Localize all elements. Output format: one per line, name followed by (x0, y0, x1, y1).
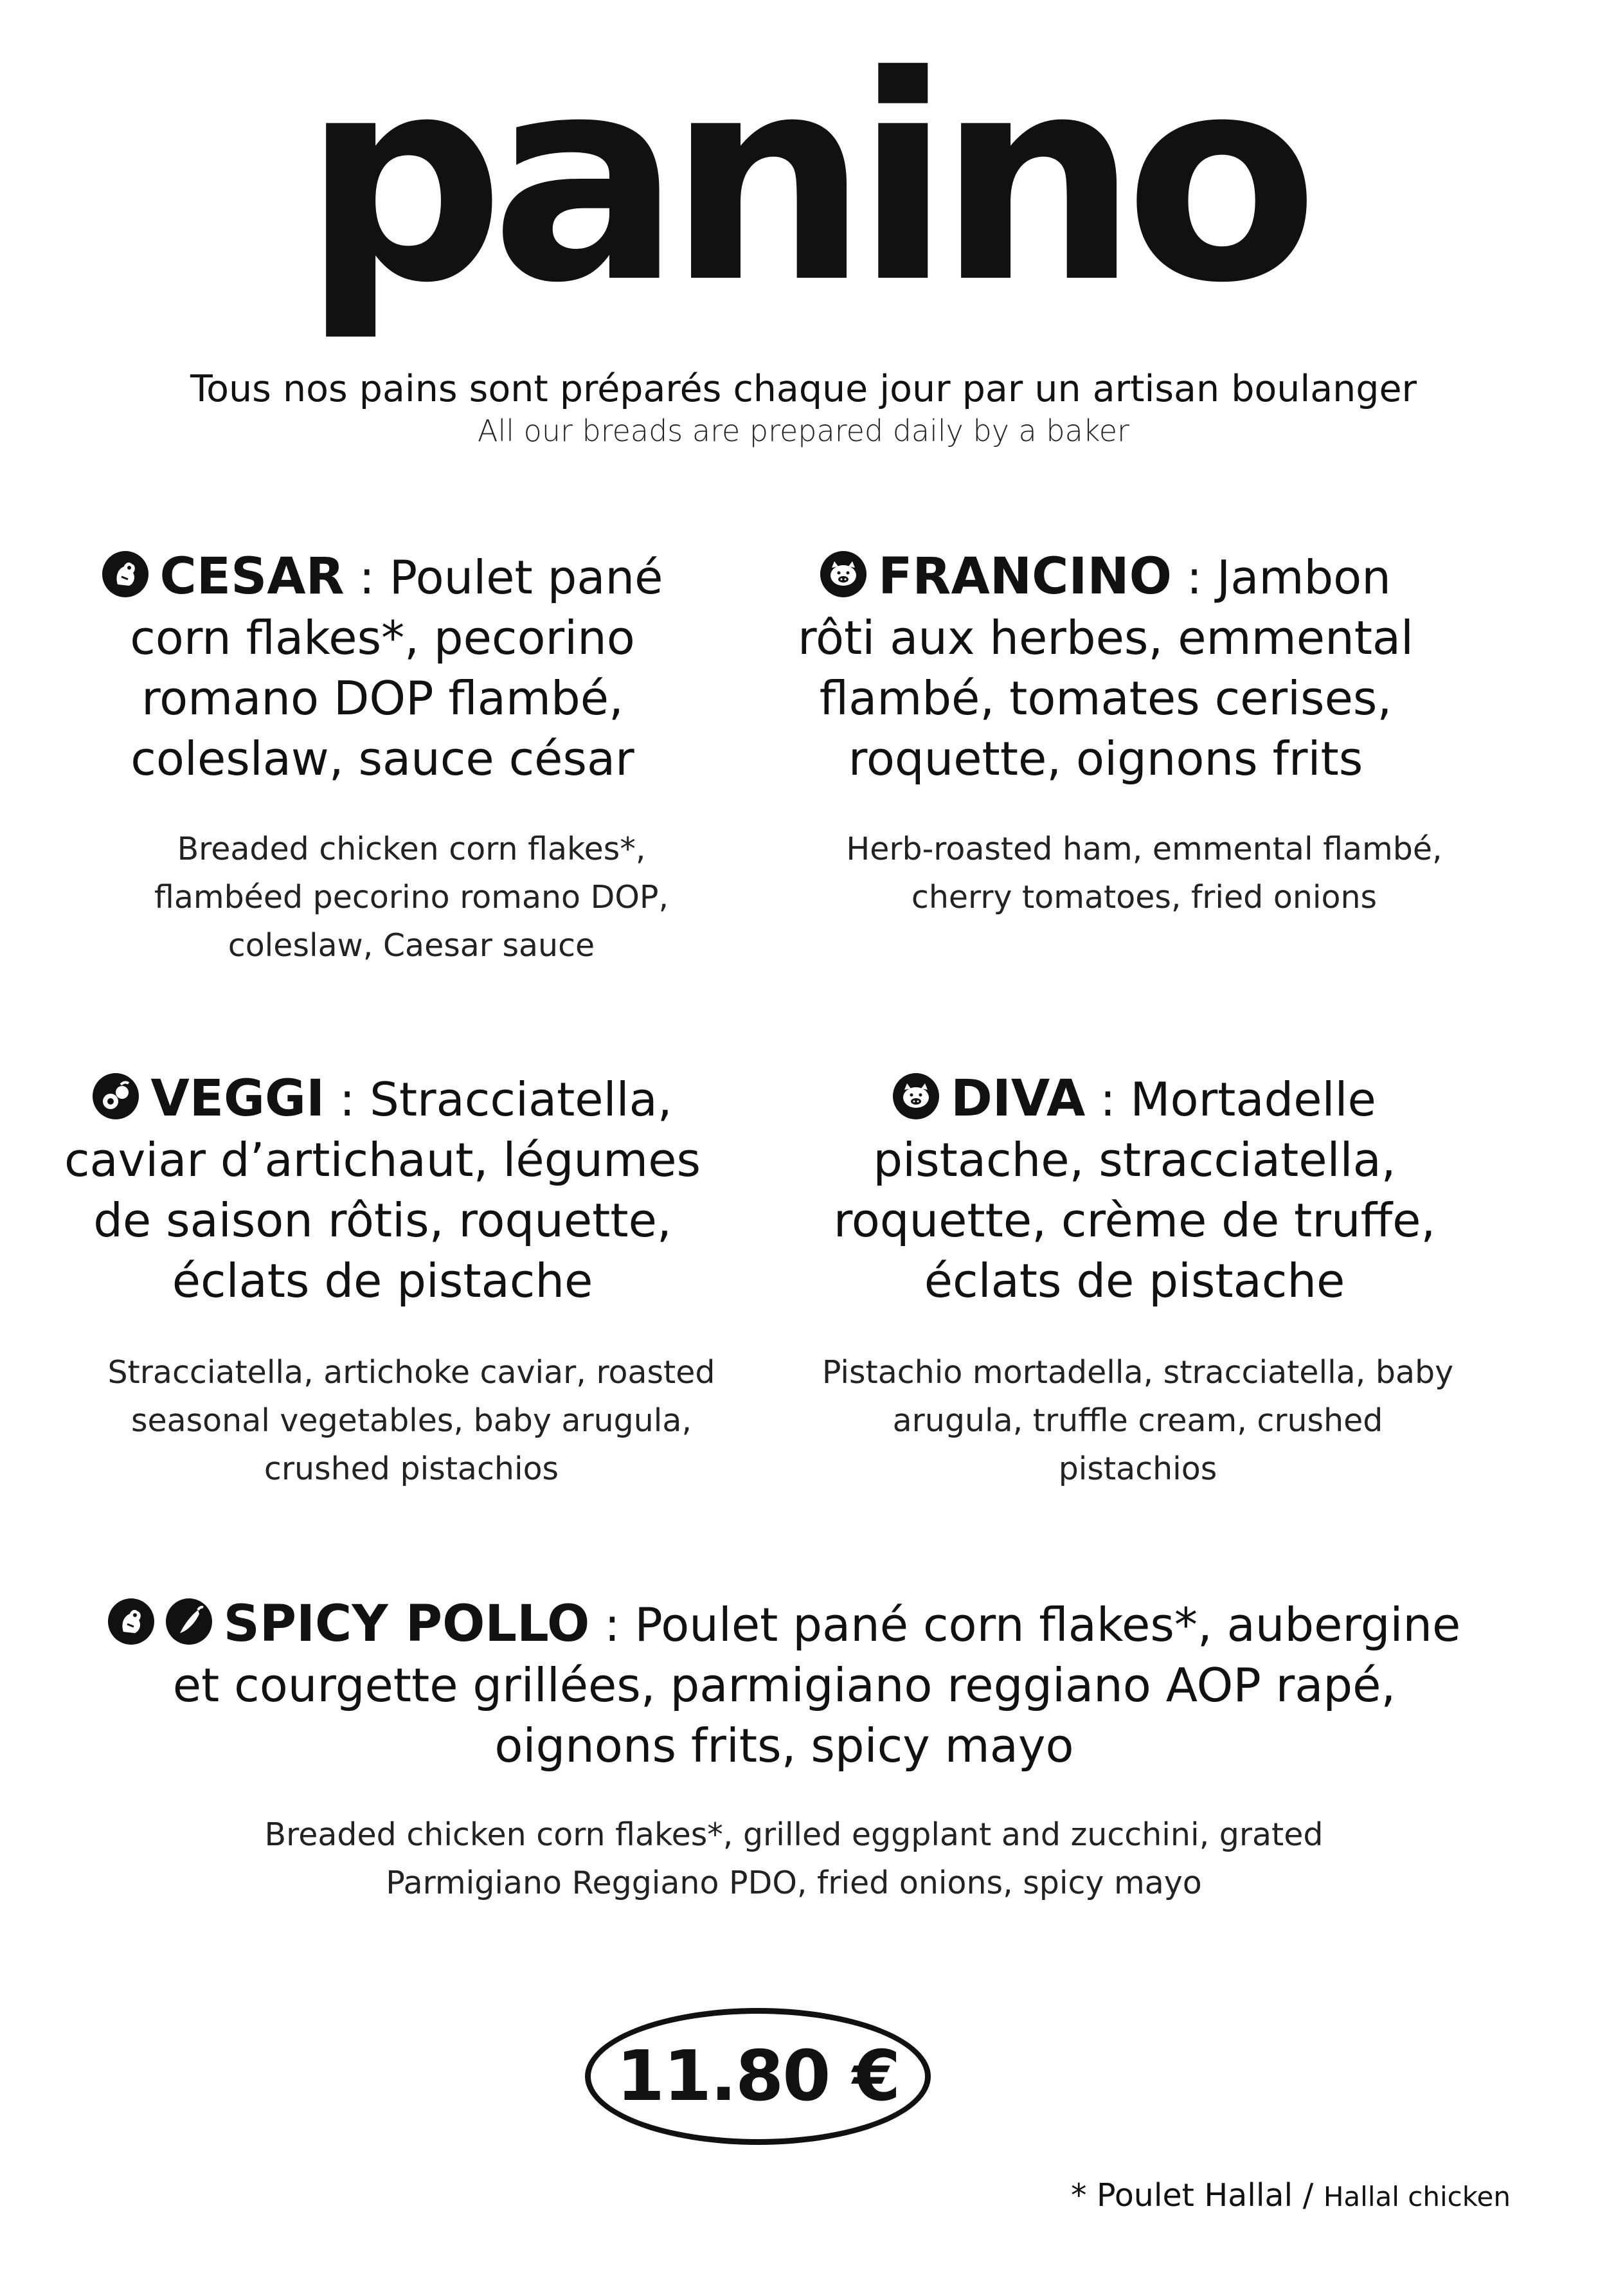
item-name: DIVA (951, 1070, 1086, 1128)
menu-item-francino (784, 547, 1427, 789)
item-desc-en: Pistachio mortadella, stracciatella, baby arugula, truffle cream, crushed pistachios (821, 1354, 1454, 1487)
item-desc-fr: Jambon rôti aux herbes, emmental flambé, tomates cerises, roquette, oignons frits (797, 550, 1414, 786)
price: 11.80 € (616, 2036, 900, 2117)
item-separator: : (1171, 550, 1217, 604)
menu-item-veggi (61, 1069, 704, 1311)
footnote-fr: * Poulet Hallal / (1070, 2177, 1314, 2214)
item-desc-fr: Stracciatella, caviar d’artichaut, légumes de saison rôtis, roquette, éclats de pistache (64, 1072, 701, 1308)
item-desc-fr: Poulet pané corn flakes*, pecorino romano DOP flambé, coleslaw, sauce césar (130, 550, 663, 786)
item-separator: : (589, 1598, 635, 1652)
item-desc-en: Breaded chicken corn flakes*, grilled eggplant and zucchini, grated Parmigiano Reggiano PDO, fried onions, spicy mayo (264, 1816, 1324, 1901)
menu-item-cesar (61, 547, 704, 789)
chicken-icon (102, 551, 148, 597)
item-separator: : (344, 550, 390, 604)
chili-pepper-icon (166, 1598, 212, 1645)
menu-item-diva (813, 1069, 1456, 1311)
item-name: VEGGI (150, 1070, 325, 1128)
item-name: FRANCINO (878, 548, 1172, 606)
footnote-en: Hallal chicken (1323, 2181, 1511, 2212)
item-desc-en: Herb-roasted ham, emmental flambé, cherry tomatoes, fried onions (846, 831, 1442, 916)
item-desc-en: Breaded chicken corn flakes*, flambéed pecorino romano DOP, coleslaw, Caesar sauce (154, 831, 669, 964)
item-name: CESAR (159, 548, 345, 606)
menu-item-spicy-pollo (84, 1594, 1485, 1776)
item-name: SPICY POLLO (223, 1595, 590, 1653)
chicken-icon (108, 1598, 154, 1645)
vegetables-icon (93, 1073, 139, 1119)
item-separator: : (325, 1072, 370, 1126)
pig-icon (893, 1073, 939, 1119)
item-desc-fr: Poulet pané corn flakes*, aubergine et courgette grillées, parmigiano reggiano AOP rapé, oignons frits, spicy mayo (172, 1598, 1461, 1773)
footnote (1071, 2175, 1511, 2218)
tagline-en: All our breads are prepared daily by a baker (478, 413, 1129, 448)
item-separator: : (1085, 1072, 1131, 1126)
pig-icon (820, 551, 866, 597)
brand-logo: panino (302, 15, 1305, 345)
item-desc-fr: Mortadelle pistache, stracciatella, roquette, crème de truffe, éclats de pistache (833, 1072, 1436, 1308)
tagline-fr: Tous nos pains sont préparés chaque jour par un artisan boulanger (190, 368, 1417, 410)
item-desc-en: Stracciatella, artichoke caviar, roasted seasonal vegetables, baby arugula, crushed pistachios (107, 1354, 715, 1487)
